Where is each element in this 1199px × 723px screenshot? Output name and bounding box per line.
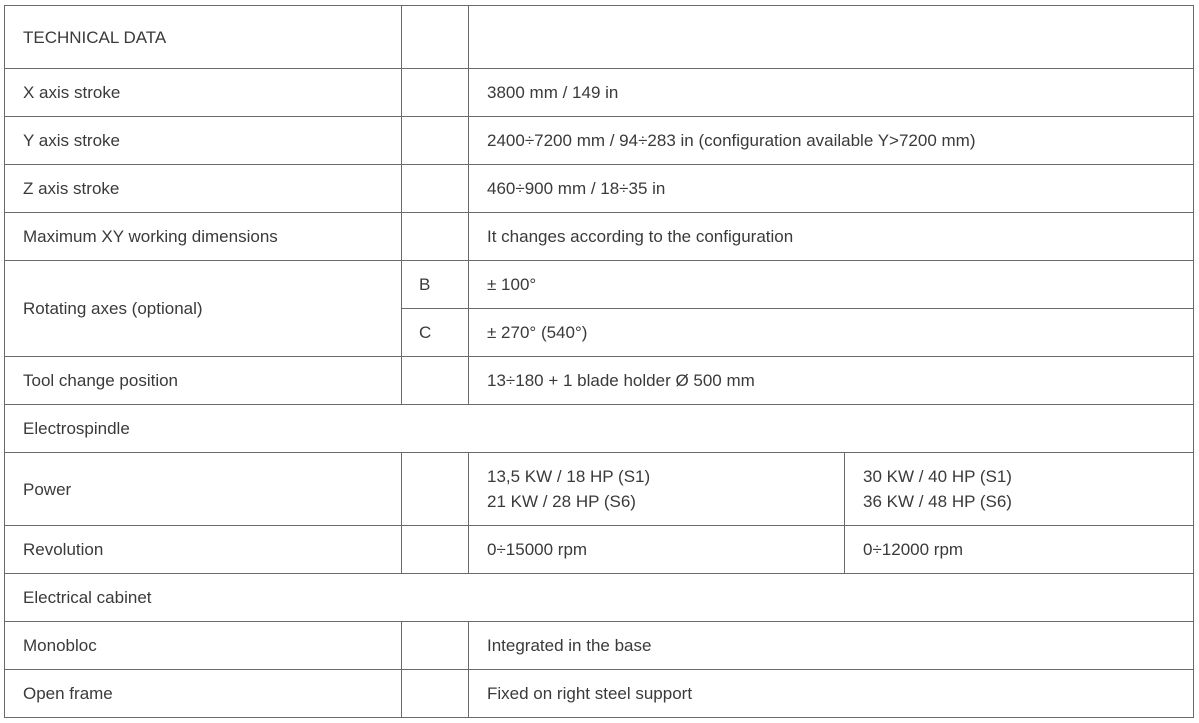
revolution-option-2: 0÷12000 rpm	[845, 526, 1194, 574]
power-option-1-s6: 21 KW / 28 HP (S6)	[487, 492, 636, 511]
axis-b-label: B	[402, 261, 469, 309]
table-row	[5, 117, 1194, 165]
axis-b-value: ± 100°	[469, 261, 1194, 309]
empty-cell	[402, 165, 469, 213]
power-option-1-s1: 13,5 KW / 18 HP (S1)	[487, 467, 651, 486]
row-value-monobloc: Integrated in the base	[469, 622, 1194, 670]
empty-cell	[402, 357, 469, 405]
table-row	[5, 261, 1194, 309]
row-label-rotating-axes: Rotating axes (optional)	[5, 261, 402, 357]
row-label-z-axis: Z axis stroke	[5, 165, 402, 213]
empty-cell	[402, 670, 469, 718]
axis-c-label: C	[402, 309, 469, 357]
table-title: TECHNICAL DATA	[5, 6, 402, 69]
header-row	[5, 6, 1194, 69]
table-row	[5, 453, 1194, 526]
table-row	[5, 357, 1194, 405]
row-label-tool-change: Tool change position	[5, 357, 402, 405]
empty-cell	[402, 453, 469, 526]
header-empty-cell	[402, 6, 469, 69]
row-label-power: Power	[5, 453, 402, 526]
technical-data-table	[4, 5, 1194, 718]
row-value-y-axis: 2400÷7200 mm / 94÷283 in (configuration available Y>7200 mm)	[469, 117, 1194, 165]
table-row	[5, 670, 1194, 718]
row-label-x-axis: X axis stroke	[5, 69, 402, 117]
table-row	[5, 165, 1194, 213]
power-option-1	[469, 453, 845, 526]
row-label-y-axis: Y axis stroke	[5, 117, 402, 165]
section-label-electrical-cabinet: Electrical cabinet	[5, 574, 1194, 622]
empty-cell	[402, 622, 469, 670]
row-value-open-frame: Fixed on right steel support	[469, 670, 1194, 718]
row-value-max-xy: It changes according to the configuration	[469, 213, 1194, 261]
row-label-open-frame: Open frame	[5, 670, 402, 718]
row-label-revolution: Revolution	[5, 526, 402, 574]
header-empty-cell	[469, 6, 1194, 69]
revolution-option-1: 0÷15000 rpm	[469, 526, 845, 574]
empty-cell	[402, 117, 469, 165]
row-value-tool-change: 13÷180 + 1 blade holder Ø 500 mm	[469, 357, 1194, 405]
table-row	[5, 213, 1194, 261]
empty-cell	[402, 213, 469, 261]
power-option-2	[845, 453, 1194, 526]
section-row	[5, 574, 1194, 622]
row-value-x-axis: 3800 mm / 149 in	[469, 69, 1194, 117]
table-row	[5, 622, 1194, 670]
row-value-z-axis: 460÷900 mm / 18÷35 in	[469, 165, 1194, 213]
section-row	[5, 405, 1194, 453]
power-option-2-s1: 30 KW / 40 HP (S1)	[863, 467, 1012, 486]
row-label-max-xy: Maximum XY working dimensions	[5, 213, 402, 261]
axis-c-value: ± 270° (540°)	[469, 309, 1194, 357]
row-label-monobloc: Monobloc	[5, 622, 402, 670]
power-option-2-s6: 36 KW / 48 HP (S6)	[863, 492, 1012, 511]
empty-cell	[402, 526, 469, 574]
section-label-electrospindle: Electrospindle	[5, 405, 1194, 453]
table-row	[5, 526, 1194, 574]
empty-cell	[402, 69, 469, 117]
table-row	[5, 69, 1194, 117]
